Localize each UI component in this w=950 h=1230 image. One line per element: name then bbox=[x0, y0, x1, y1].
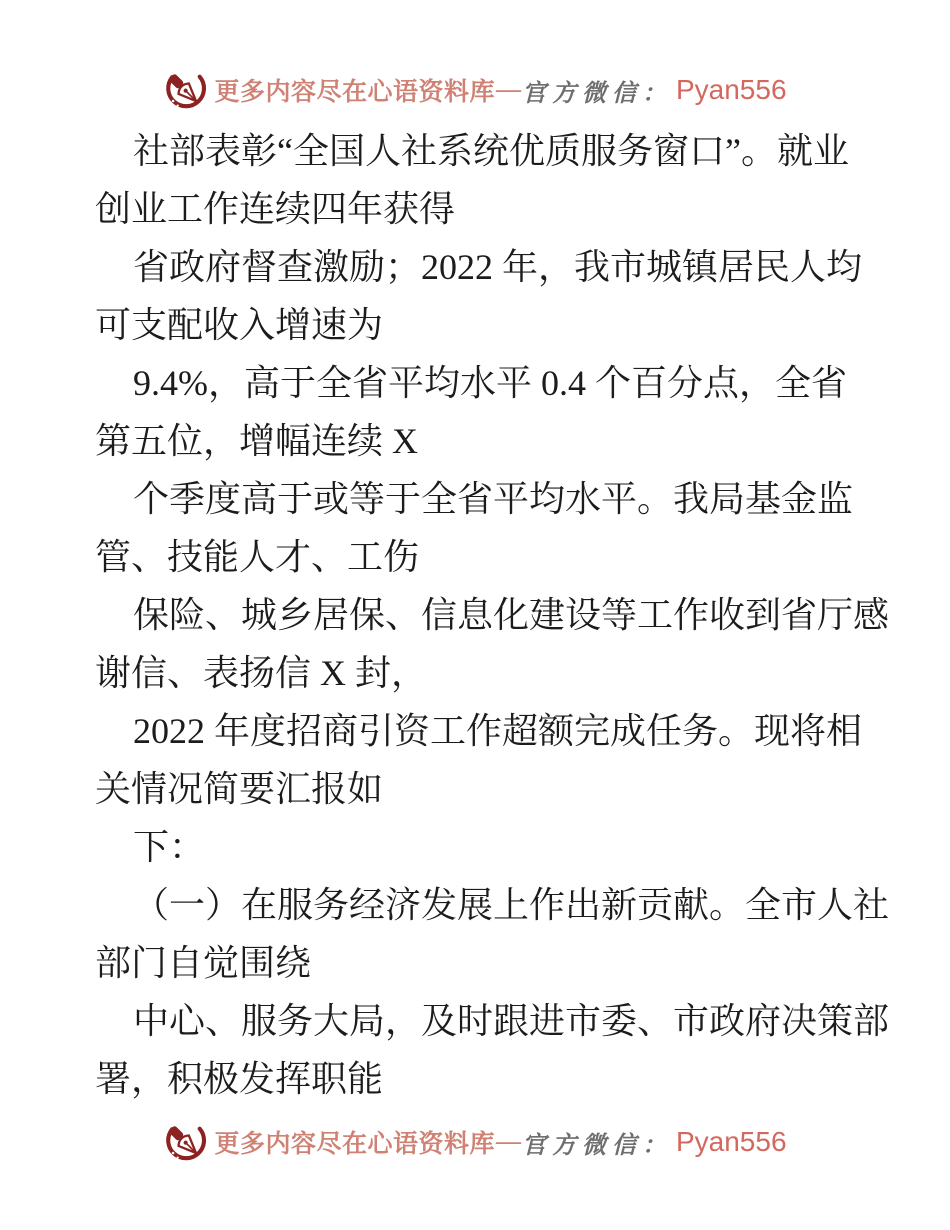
watermark-header bbox=[0, 64, 950, 116]
watermark-main-text: 更多内容尽在心语资料库 bbox=[214, 1131, 495, 1158]
watermark-dash: — bbox=[495, 1128, 521, 1155]
doc-line: 可支配收入增速为 bbox=[95, 305, 384, 345]
pen-nib-logo-icon bbox=[163, 1120, 207, 1164]
doc-line: 下： bbox=[133, 827, 206, 867]
doc-line: 社部表彰“全国人社系统优质服务窗口”。就业 bbox=[133, 131, 849, 171]
watermark-script-text: 官方微信： bbox=[521, 1129, 672, 1159]
doc-line: 署，积极发挥职能 bbox=[95, 1059, 384, 1099]
doc-line: 谢信、表扬信 X 封， bbox=[95, 653, 427, 693]
watermark-main-text: 更多内容尽在心语资料库 bbox=[214, 79, 495, 106]
doc-line: 9.4%，高于全省平均水平 0.4 个百分点，全省 bbox=[133, 363, 847, 403]
doc-line: 保险、城乡居保、信息化建设等工作收到省厅感 bbox=[133, 595, 890, 635]
doc-line: 中心、服务大局，及时跟进市委、市政府决策部 bbox=[133, 1001, 890, 1041]
watermark-dash: — bbox=[495, 76, 521, 103]
doc-line: 管、技能人才、工伤 bbox=[95, 537, 420, 577]
doc-line: 关情况简要汇报如 bbox=[95, 769, 384, 809]
doc-line: （一）在服务经济发展上作出新贡献。全市人社 bbox=[133, 885, 890, 925]
pen-nib-logo-icon bbox=[163, 68, 207, 112]
doc-line: 省政府督查激励；2022 年，我市城镇居民人均 bbox=[133, 247, 863, 287]
doc-line: 部门自觉围绕 bbox=[95, 943, 312, 983]
watermark-wechat-id: Pyan556 bbox=[675, 74, 787, 105]
watermark-script-text: 官方微信： bbox=[521, 77, 672, 107]
watermark-wechat-id: Pyan556 bbox=[675, 1126, 787, 1157]
doc-line: 个季度高于或等于全省平均水平。我局基金监 bbox=[133, 479, 854, 519]
doc-line: 第五位，增幅连续 X bbox=[95, 421, 418, 461]
doc-line: 创业工作连续四年获得 bbox=[95, 189, 456, 229]
document-body bbox=[95, 122, 890, 1108]
doc-line: 2022 年度招商引资工作超额完成任务。现将相 bbox=[133, 711, 863, 751]
watermark-footer bbox=[0, 1116, 950, 1168]
